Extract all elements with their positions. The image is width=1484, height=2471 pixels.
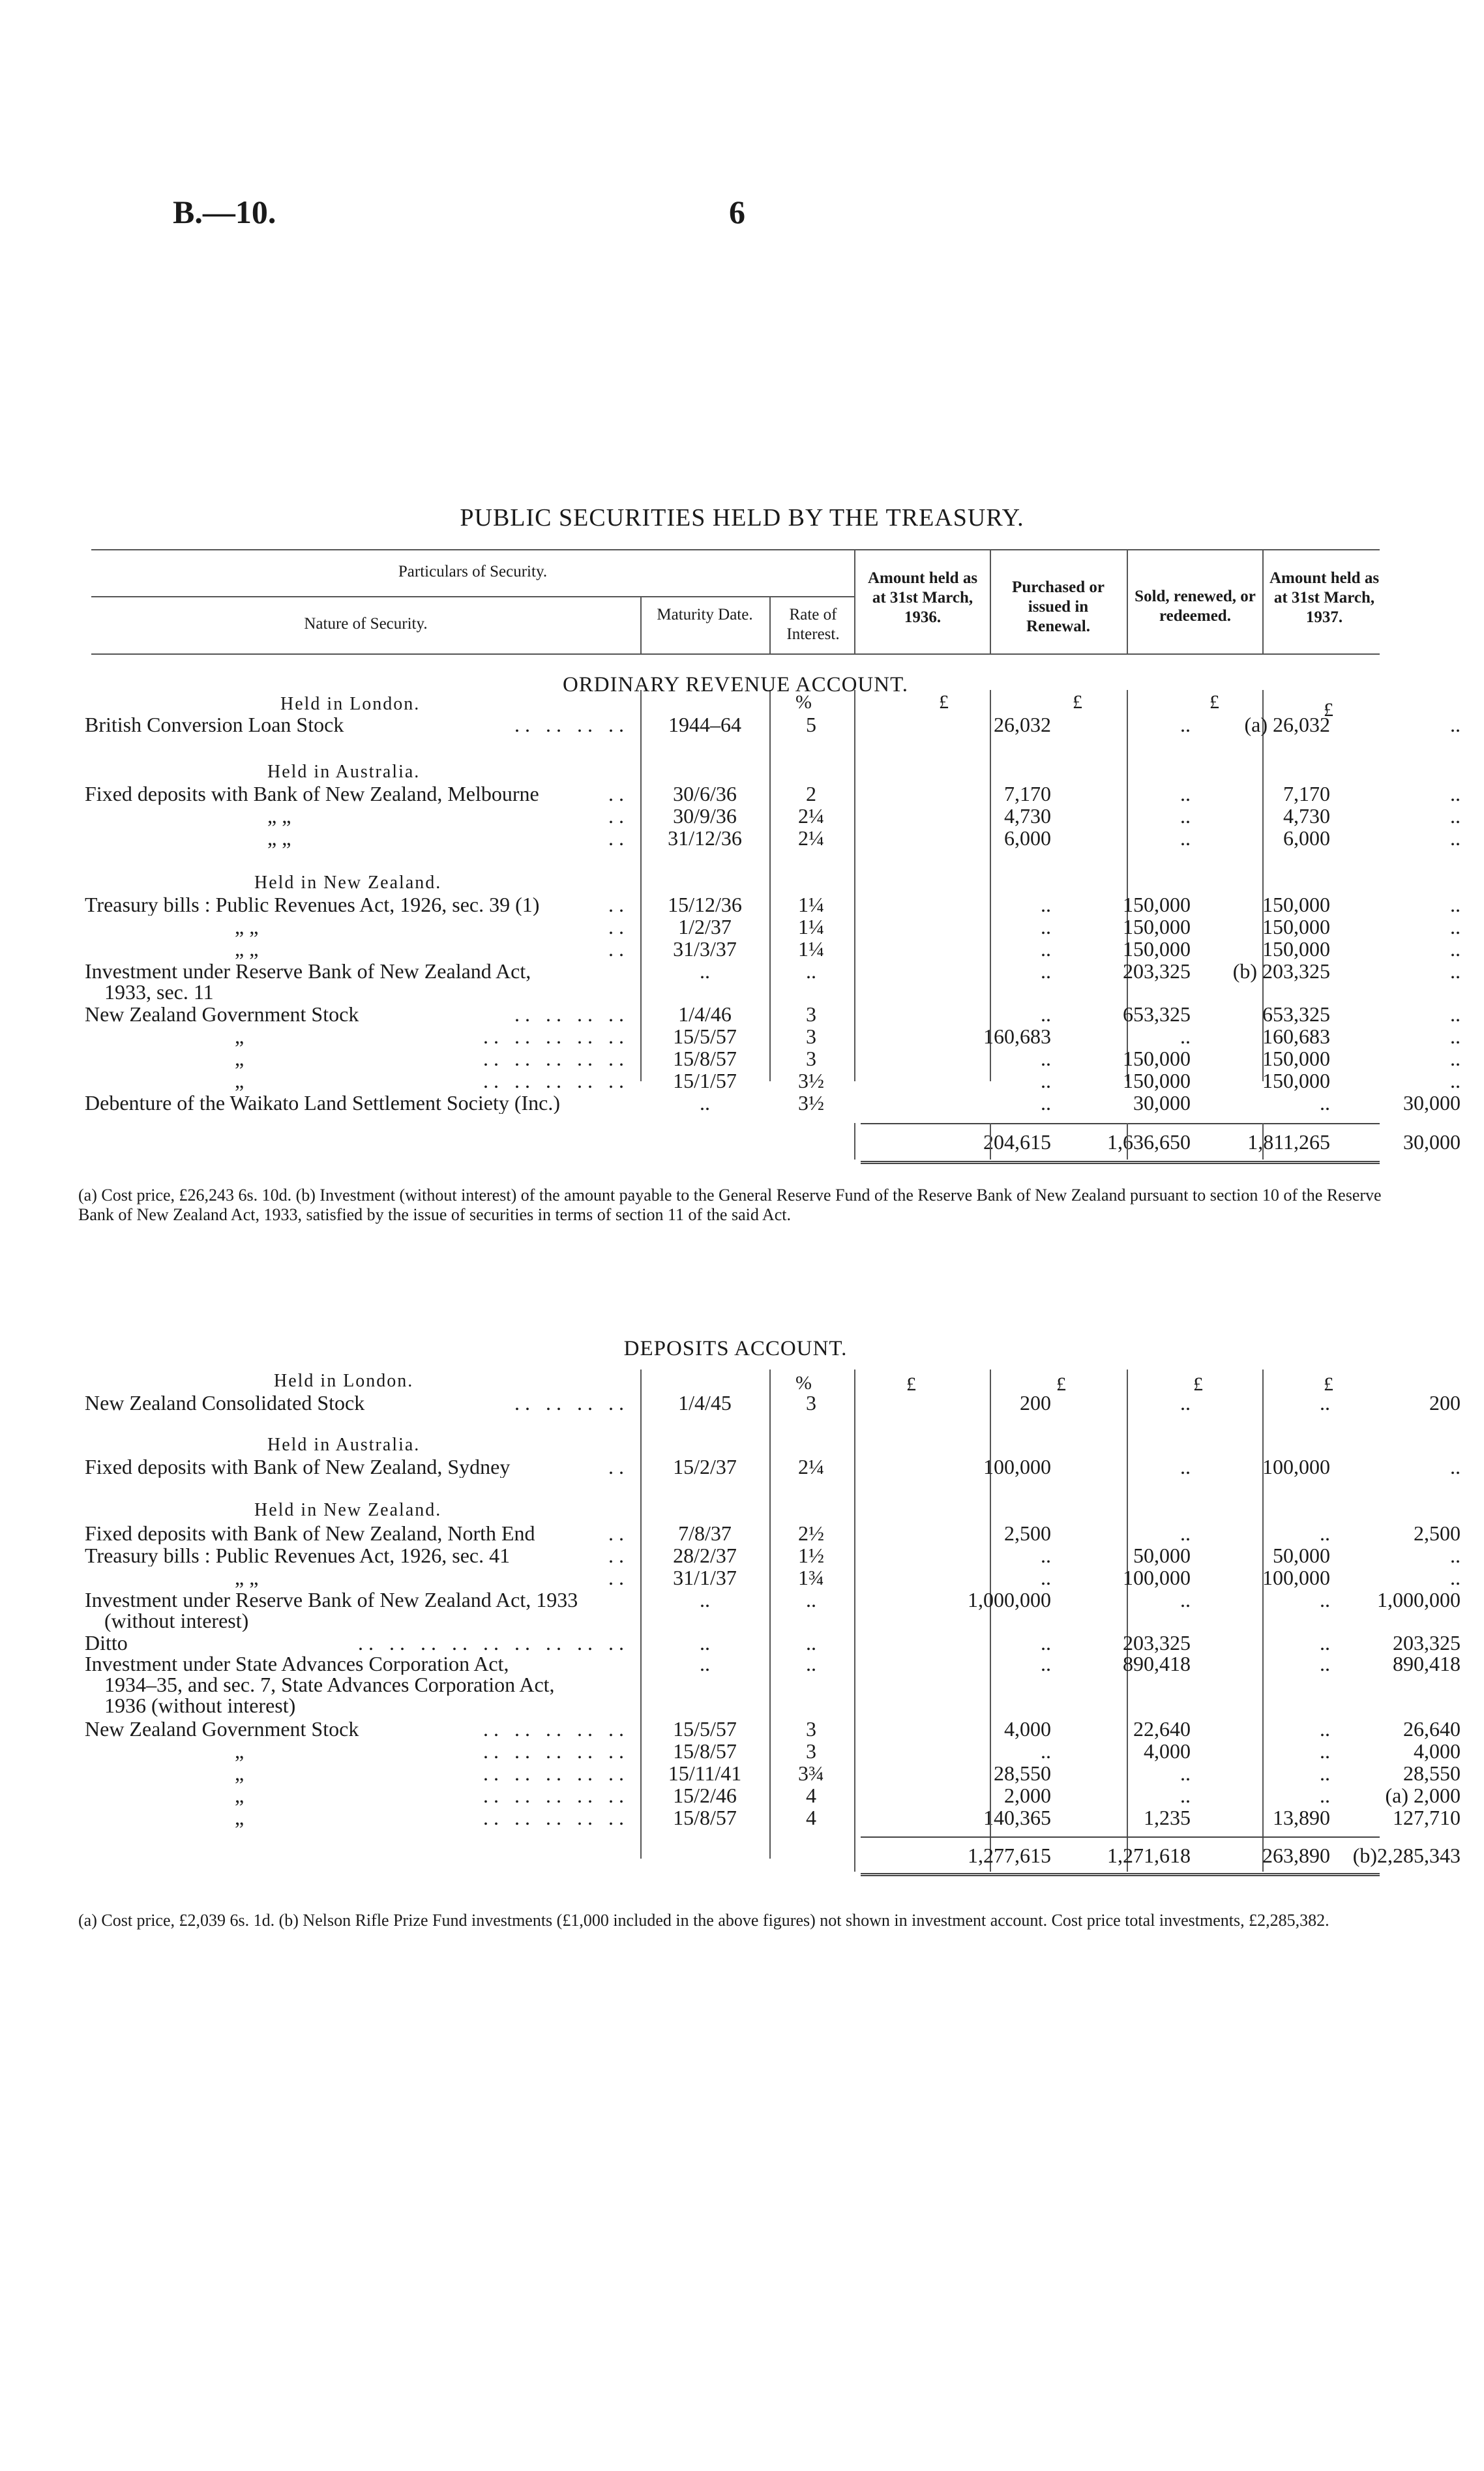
maturity-cell: 7/8/37 [678,1521,732,1545]
total-held-1936: 204,615 [983,1130,1051,1154]
rate-cell: 1¼ [798,915,824,938]
maturity-cell: 15/8/57 [673,1047,737,1070]
percent-symbol: % [795,1372,812,1394]
maturity-cell: 1/4/45 [678,1391,732,1415]
nature-cell: New Zealand Consolidated Stock .. .. .. .. [85,1392,629,1414]
purchased-cell: 50,000 [1133,1544,1191,1567]
held-1936-cell: 6,000 [1004,826,1051,850]
table-header-rule [91,653,1380,655]
total-held-1937: (b)2,285,343 [1352,1844,1461,1867]
nature-cell: Treasury bills : Public Revenues Act, 1926, sec. 41 .. [85,1544,629,1566]
col-divider [1127,549,1128,653]
nature-text: Fixed deposits with Bank of New Zealand, North End [85,1522,535,1544]
held-1936-cell: 28,550 [994,1761,1051,1785]
sold-cell: 150,000 [1262,1047,1330,1070]
pound-symbol: £ [1056,1373,1066,1395]
sold-cell: 150,000 [1262,915,1330,938]
group-held-in-australia: Held in Australia. [267,1435,421,1455]
table-row [85,959,1461,983]
held-1936-cell: .. [1041,1652,1051,1675]
rate-cell: 3 [806,1391,816,1415]
deposits-table [85,1337,1461,1924]
double-rule [861,1161,1380,1164]
table-row [85,1631,1461,1655]
nature-cell: „ .. .. .. .. .. [85,1806,629,1829]
maturity-cell: 15/8/57 [673,1739,737,1763]
table-row [85,713,1461,736]
nature-text: „ „ [235,1566,259,1589]
nature-cell: „ „ .. [85,827,629,849]
nature-cell: New Zealand Government Stock .. .. .. .. [85,1003,629,1025]
maturity-cell: 1944–64 [668,713,741,736]
held-1937-cell: 28,550 [1403,1761,1461,1785]
maturity-cell: 31/1/37 [673,1566,737,1589]
double-rule [861,1873,1380,1876]
table-row [91,1025,1461,1048]
maturity-cell: 1/2/37 [678,915,732,938]
held-1936-cell: 140,365 [983,1806,1051,1829]
nature-text: Treasury bills : Public Revenues Act, 1926, sec. 41 [85,1544,511,1566]
held-1936-cell: .. [1041,1631,1051,1655]
purchased-cell: 653,325 [1123,1002,1191,1026]
nature-cell: „ .. .. .. .. .. [85,1070,629,1092]
rate-cell: 3½ [798,1091,824,1115]
nature-text: New Zealand Government Stock [85,1718,359,1740]
col-divider [990,1123,991,1160]
nature-cell: (without interest) [104,1610,249,1632]
nature-text: „ [235,1806,245,1829]
sold-cell: .. [1320,1761,1330,1785]
held-1937-cell: .. [1450,804,1461,828]
purchased-cell: .. [1180,1391,1191,1415]
nature-cell: Treasury bills : Public Revenues Act, 1926, sec. 39 (1) .. [85,893,629,916]
held-1937-header: Amount held as at 31st March, 1937. [1269,569,1380,626]
sold-cell: .. [1320,1739,1330,1763]
col-divider [990,549,991,653]
nature-cell: „ „ .. [85,805,629,827]
table-row-continuation [91,981,1380,1003]
purchased-cell: .. [1180,1521,1191,1545]
table-row [85,893,1461,916]
held-1936-cell: 100,000 [983,1455,1051,1478]
table-row [91,1069,1461,1092]
maturity-cell: 15/2/46 [673,1784,737,1807]
purchased-cell: 1,235 [1144,1806,1191,1829]
held-1937-cell: .. [1450,915,1461,938]
held-1936-cell: 1,000,000 [968,1588,1051,1611]
rate-cell: .. [806,1631,816,1655]
sold-cell: .. [1320,1391,1330,1415]
group-held-in-new-zealand: Held in New Zealand. [254,1500,442,1520]
sold-cell: .. [1320,1652,1330,1675]
maturity-cell: 15/5/57 [673,1025,737,1048]
nature-header: Nature of Security. [304,615,428,633]
purchased-cell: 150,000 [1123,937,1191,961]
pound-symbol: £ [1209,691,1219,713]
table-row [91,826,1461,850]
held-1937-cell: .. [1450,1566,1461,1589]
sold-cell: 4,730 [1283,804,1330,828]
sold-cell: 13,890 [1273,1806,1330,1829]
table-row [85,1391,1461,1415]
nature-cell: Investment under Reserve Bank of New Zealand Act, [85,960,531,982]
nature-text: Ditto [85,1632,128,1654]
held-1937-cell: .. [1450,1025,1461,1048]
rate-cell: 1¼ [798,893,824,916]
held-1937-cell: 200 [1429,1391,1461,1415]
purchased-cell: 22,640 [1133,1717,1191,1741]
table-row-continuation [91,1694,1380,1716]
rate-cell: .. [806,959,816,983]
purchased-cell: .. [1180,1784,1191,1807]
nature-text: British Conversion Loan Stock [85,713,344,736]
sold-cell: .. [1320,1588,1330,1611]
sold-cell: .. [1320,1717,1330,1741]
purchased-cell: 100,000 [1123,1566,1191,1589]
nature-text: „ „ [267,805,291,827]
sold-cell: .. [1320,1521,1330,1545]
held-1936-cell: 160,683 [983,1025,1051,1048]
rate-cell: 1¼ [798,937,824,961]
rate-cell: 1¾ [798,1566,824,1589]
group-held-in-london: Held in London. [280,694,421,714]
maturity-cell: 31/3/37 [673,937,737,961]
held-1937-cell: .. [1450,1047,1461,1070]
sold-header: Sold, renewed, or redeemed. [1135,588,1256,625]
sold-cell: (a) 26,032 [1244,713,1330,736]
sold-cell: 7,170 [1283,782,1330,805]
nature-text: „ [235,1070,245,1092]
table-row-continuation [91,1610,1380,1632]
pound-symbol: £ [939,691,949,713]
nature-text: „ [235,1740,245,1762]
held-1936-cell: 2,000 [1004,1784,1051,1807]
held-1937-cell: 127,710 [1393,1806,1461,1829]
nature-cell: Ditto .. .. .. .. .. .. .. .. .. [85,1632,629,1654]
col-divider [1127,1123,1128,1160]
nature-cell: British Conversion Loan Stock .. .. .. .. [85,713,629,736]
maturity-cell: .. [700,959,710,983]
sold-cell: 50,000 [1273,1544,1330,1567]
table-row [85,1002,1461,1026]
maturity-cell: .. [700,1652,710,1675]
table-row [91,1566,1461,1589]
maturity-cell: 15/11/41 [668,1761,742,1785]
particulars-rule [91,596,854,597]
held-1936-cell: 4,730 [1004,804,1051,828]
nature-cell: „ .. .. .. .. .. [85,1762,629,1784]
purchased-cell: 203,325 [1123,959,1191,983]
group-held-in-australia: Held in Australia. [267,762,421,782]
pound-symbol: £ [1193,1373,1203,1395]
nature-cell: „ .. .. .. .. .. [85,1047,629,1070]
purchased-cell: .. [1180,1025,1191,1048]
nature-text: Fixed deposits with Bank of New Zealand, Sydney [85,1456,511,1478]
sold-cell: 6,000 [1283,826,1330,850]
sold-cell: 100,000 [1262,1566,1330,1589]
table-row [85,782,1461,805]
page-number: 6 [729,194,745,230]
held-1936-cell: 7,170 [1004,782,1051,805]
col-divider [854,1123,855,1160]
col-divider [1262,1123,1264,1160]
held-1937-cell: .. [1450,1455,1461,1478]
held-1937-cell: .. [1450,826,1461,850]
table-row [85,1717,1461,1741]
held-1937-cell: 30,000 [1403,1091,1461,1115]
col-divider [769,596,771,653]
sold-cell: .. [1320,1784,1330,1807]
nature-cell: „ „ .. [85,938,629,960]
maturity-cell: 30/9/36 [673,804,737,828]
purchased-cell: .. [1180,713,1191,736]
maturity-cell: 15/5/57 [673,1717,737,1741]
nature-text: „ [235,1047,245,1070]
rate-cell: 3 [806,1717,816,1741]
rate-cell: 3 [806,1739,816,1763]
held-1936-cell: .. [1041,893,1051,916]
ordinary-footnote: (a) Cost price, £26,243 6s. 10d. (b) Investment (without interest) of the amount payable to the General Reserve Fund of the Reserve Bank of New Zealand pursuant to section 10 of the Reserve Bank of New Zealand Act, 1933, satisfied by the issue of securities in terms of section 11 of the said Act. [78,1186,1382,1224]
maturity-cell: 15/1/57 [673,1069,737,1092]
nature-cell: 1933, sec. 11 [104,981,214,1003]
maturity-cell: 31/12/36 [668,826,742,850]
table-row-continuation [91,1673,1380,1696]
group-held-in-new-zealand: Held in New Zealand. [254,873,442,893]
rate-cell: 2¼ [798,1455,824,1478]
sold-cell: 150,000 [1262,893,1330,916]
held-1937-cell: 203,325 [1393,1631,1461,1655]
purchased-cell: .. [1180,804,1191,828]
sold-cell: 150,000 [1262,937,1330,961]
table-row [85,1588,1461,1611]
held-1936-cell: 4,000 [1004,1717,1051,1741]
nature-cell: „ .. .. .. .. .. [85,1784,629,1806]
table-row [91,937,1461,961]
total-purchased: 1,271,618 [1107,1844,1191,1867]
percent-symbol: % [795,691,812,713]
held-1936-cell: .. [1041,1069,1051,1092]
held-1937-cell: (a) 2,000 [1385,1784,1461,1807]
nature-cell: 1934–35, and sec. 7, State Advances Corporation Act, [104,1673,555,1696]
sold-cell: 100,000 [1262,1455,1330,1478]
held-1937-cell: .. [1450,713,1461,736]
nature-cell: 1936 (without interest) [104,1694,296,1716]
rate-cell: .. [806,1652,816,1675]
rate-cell: 3½ [798,1069,824,1092]
maturity-cell: .. [700,1091,710,1115]
nature-cell: New Zealand Government Stock .. .. .. .. .. [85,1718,629,1740]
nature-text: Treasury bills : Public Revenues Act, 1926, sec. 39 (1) [85,893,540,916]
nature-cell: Fixed deposits with Bank of New Zealand, Melbourne .. [85,783,629,805]
rate-cell: 2¼ [798,804,824,828]
group-held-in-london: Held in London. [274,1371,414,1391]
nature-text: „ [235,1784,245,1806]
held-1936-cell: .. [1041,1002,1051,1026]
purchased-cell: 4,000 [1144,1739,1191,1763]
rate-cell: 4 [806,1806,816,1829]
rate-cell: 2½ [798,1521,824,1545]
ordinary-revenue-title: ORDINARY REVENUE ACCOUNT. [562,673,909,696]
rate-cell: 4 [806,1784,816,1807]
held-1936-cell: .. [1041,937,1051,961]
purchased-cell: .. [1180,782,1191,805]
held-1936-cell: .. [1041,1739,1051,1763]
deposits-account-title: DEPOSITS ACCOUNT. [623,1337,848,1360]
nature-text: Fixed deposits with Bank of New Zealand, Melbourne [85,783,539,805]
nature-text: „ [235,1025,245,1047]
purchased-cell: 150,000 [1123,915,1191,938]
nature-cell: „ .. .. .. .. .. [85,1025,629,1047]
maturity-cell: 1/4/46 [678,1002,732,1026]
table-row [91,1806,1461,1829]
nature-cell: Investment under Reserve Bank of New Zealand Act, 1933 [85,1589,578,1611]
held-1936-cell: .. [1041,959,1051,983]
col-divider [1262,549,1264,653]
nature-cell: „ „ .. [85,1566,629,1589]
col-divider [640,596,642,653]
rate-cell: 3 [806,1002,816,1026]
nature-cell: Investment under State Advances Corporation Act, [85,1653,509,1675]
held-1936-header: Amount held as at 31st March, 1936. [867,569,978,626]
rate-cell: .. [806,1588,816,1611]
held-1936-cell: .. [1041,1566,1051,1589]
held-1937-cell: 1,000,000 [1377,1588,1461,1611]
rate-cell: 2 [806,782,816,805]
maturity-cell: .. [700,1588,710,1611]
table-row [85,1521,1461,1545]
table-row [85,1544,1461,1567]
held-1936-cell: 200 [1020,1391,1051,1415]
maturity-cell: .. [700,1631,710,1655]
pound-symbol: £ [1324,1373,1333,1395]
held-1936-cell: 26,032 [994,713,1051,736]
held-1937-cell: .. [1450,1069,1461,1092]
held-1937-cell: 2,500 [1414,1521,1461,1545]
nature-text: „ „ [235,916,259,938]
total-held-1937: 30,000 [1403,1130,1461,1154]
table-row [85,1652,1461,1675]
purchased-cell: 150,000 [1123,893,1191,916]
held-1937-cell: .. [1450,1544,1461,1567]
maturity-cell: 15/2/37 [673,1455,737,1478]
purchased-header: Purchased or issued in Renewal. [1012,578,1105,635]
particulars-header: Particulars of Security. [398,563,548,580]
purchased-cell: 30,000 [1133,1091,1191,1115]
maturity-cell: 28/2/37 [673,1544,737,1567]
nature-text: New Zealand Consolidated Stock [85,1392,365,1414]
rate-cell: 3 [806,1047,816,1070]
held-1937-cell: 26,640 [1403,1717,1461,1741]
sold-cell: 160,683 [1262,1025,1330,1048]
table-row [91,1784,1461,1807]
nature-cell: Debenture of the Waikato Land Settlement Society (Inc.) [85,1092,561,1114]
held-1937-cell: .. [1450,1002,1461,1026]
table-row [91,915,1461,938]
held-1937-cell: .. [1450,937,1461,961]
table-row [91,1739,1461,1763]
sold-cell: 653,325 [1262,1002,1330,1026]
held-1936-cell: .. [1041,915,1051,938]
held-1936-cell: .. [1041,1047,1051,1070]
purchased-cell: 890,418 [1123,1652,1191,1675]
maturity-header: Maturity Date. [657,606,753,623]
purchased-cell: 150,000 [1123,1069,1191,1092]
total-held-1936: 1,277,615 [968,1844,1051,1867]
total-purchased: 1,636,650 [1107,1130,1191,1154]
totals-row [91,1844,1461,1867]
held-1937-cell: 4,000 [1414,1739,1461,1763]
nature-cell: „ .. .. .. .. .. [85,1740,629,1762]
held-1936-cell: 2,500 [1004,1521,1051,1545]
sold-cell: (b) 203,325 [1232,959,1330,983]
total-sold: 263,890 [1262,1844,1330,1867]
table-row [91,1761,1461,1785]
sold-cell: .. [1320,1631,1330,1655]
sold-cell: .. [1320,1091,1330,1115]
totals-row [91,1130,1461,1154]
purchased-cell: .. [1180,1761,1191,1785]
nature-cell: Fixed deposits with Bank of New Zealand, Sydney .. [85,1456,629,1478]
rate-cell: 2¼ [798,826,824,850]
held-1936-cell: .. [1041,1091,1051,1115]
held-1937-cell: .. [1450,959,1461,983]
document-reference: B.—10. [173,194,276,230]
sold-cell: 150,000 [1262,1069,1330,1092]
purchased-cell: .. [1180,1455,1191,1478]
rate-cell: 3 [806,1025,816,1048]
total-sold: 1,811,265 [1247,1130,1330,1154]
pound-symbol: £ [1073,691,1082,713]
table-top-rule [91,549,1380,550]
nature-text: „ „ [267,827,291,849]
held-1937-cell: .. [1450,782,1461,805]
held-1937-cell: .. [1450,893,1461,916]
purchased-cell: 150,000 [1123,1047,1191,1070]
maturity-cell: 15/12/36 [668,893,742,916]
rate-cell: 5 [806,713,816,736]
col-divider [854,549,855,653]
nature-text: „ [235,1762,245,1784]
maturity-cell: 30/6/36 [673,782,737,805]
table-row [85,1091,1461,1115]
rate-header: Rate of Interest. [786,606,840,643]
rate-cell: 3¾ [798,1761,824,1785]
page-title: PUBLIC SECURITIES HELD BY THE TREASURY. [460,504,1024,532]
nature-cell: „ „ .. [85,916,629,938]
table-row [91,1047,1461,1070]
purchased-cell: .. [1180,1588,1191,1611]
pound-symbol: £ [1324,699,1333,721]
purchased-cell: .. [1180,826,1191,850]
total-rule [861,1123,1380,1124]
maturity-cell: 15/8/57 [673,1806,737,1829]
held-1936-cell: .. [1041,1544,1051,1567]
rate-cell: 1½ [798,1544,824,1567]
nature-text: „ „ [235,938,259,960]
total-rule [861,1836,1380,1838]
nature-text: New Zealand Government Stock [85,1003,359,1025]
nature-cell: Fixed deposits with Bank of New Zealand, North End .. [85,1522,629,1544]
purchased-cell: 203,325 [1123,1631,1191,1655]
deposits-footnote: (a) Cost price, £2,039 6s. 1d. (b) Nelson Rifle Prize Fund investments (£1,000 included in the above figures) not shown in investment account. Cost price total investments, £2,285,382. [78,1911,1329,1930]
held-1937-cell: 890,418 [1393,1652,1461,1675]
pound-symbol: £ [906,1373,916,1395]
table-row [91,804,1461,828]
table-row [85,1455,1461,1478]
